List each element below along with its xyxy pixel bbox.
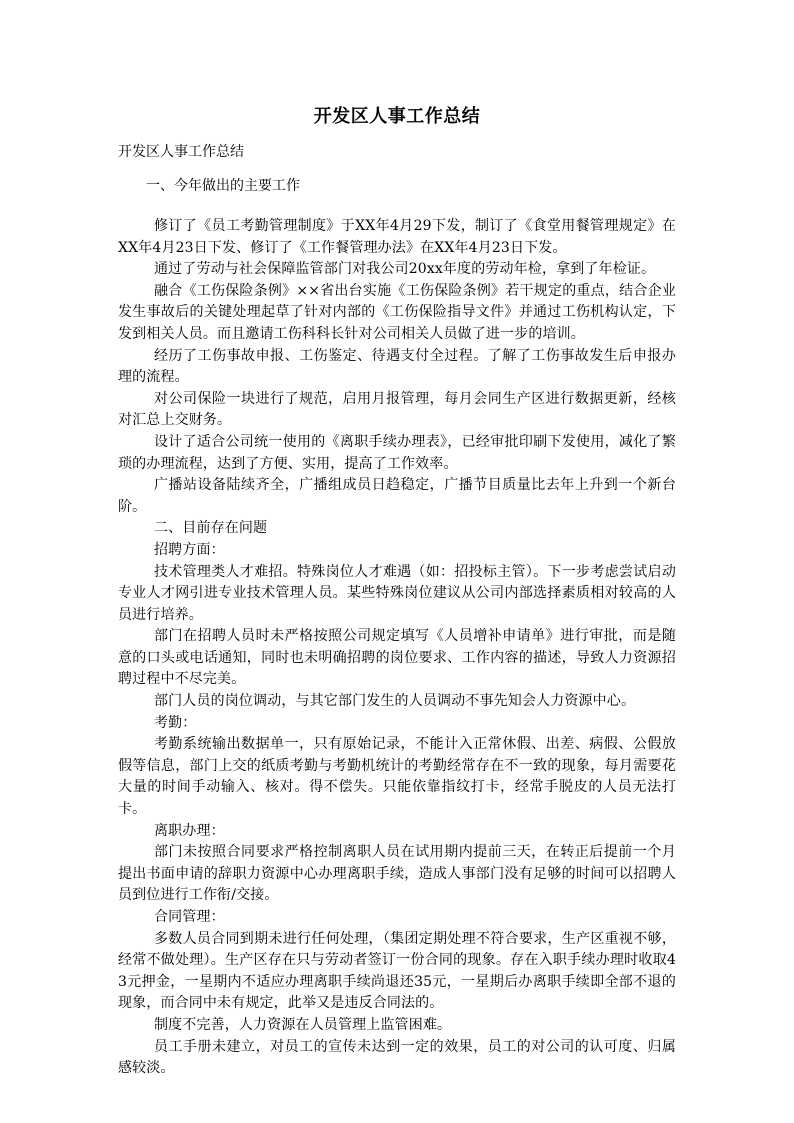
subheading-attendance: 考勤： xyxy=(154,714,197,731)
paragraph: 对公司保险一块进行了规范，启用月报管理，每月会同生产区进行数据更新，经核对汇总上交财务。 xyxy=(118,390,676,429)
document-subtitle: 开发区人事工作总结 xyxy=(118,144,244,160)
section-heading-problems: 二、目前存在问题 xyxy=(154,520,268,537)
paragraph: 经历了工伤事故申报、工伤鉴定、待遇支付全过程。了解了工伤事故发生后申报办理的流程。 xyxy=(118,347,676,386)
paragraph: 修订了《员工考勤管理制度》于XX年4月29下发，制订了《食堂用餐管理规定》在XX年4月23日下发、修订了《工作餐管理办法》在XX年4月23日下发。 xyxy=(118,218,676,256)
paragraph: 部门未按照合同要求严格控制离职人员在试用期内提前三天，在转正后提前一个月提出书面申请的辞职力资源中心办理离职手续，造成人事部门没有足够的时间可以招聘人员到位进行工作衔/交接。 xyxy=(118,844,676,904)
paragraph: 部门在招聘人员时未严格按照公司规定填写《人员增补申请单》进行审批，而是随意的口头或电话通知，同时也未明确招聘的岗位要求、工作内容的描述，导致人力资源招聘过程中不尽完美。 xyxy=(118,628,676,688)
paragraph: 融合《工伤保险条例》××省出台实施《工伤保险条例》若干规定的重点，结合企业发生事故后的关键处理起草了针对内部的《工伤保险指导文件》并通过工伤机构认定，下发到相关人员。而且邀请工伤科科长针对公司相关人员做了进一步的培训。 xyxy=(118,282,676,342)
paragraph: 多数人员合同到期未进行任何处理，（集团定期处理不符合要求，生产区重视不够，经常不做处理）。生产区存在只与劳动者签订一份合同的现象。存在入职手续办理时收取43元押金，一星期内不适应办理离职手续尚退还35元，一星期后办离职手续即全部不退的现象，而合同中未有规定，此举又是违反合同法的。 xyxy=(118,930,676,1012)
paragraph: 制度不完善，人力资源在人员管理上监管困难。 xyxy=(154,1016,452,1033)
paragraph: 广播站设备陆续齐全，广播组成员日趋稳定，广播节目质量比去年上升到一个新台阶。 xyxy=(118,477,676,515)
subheading-contract: 合同管理： xyxy=(154,909,225,925)
paragraph: 通过了劳动与社会保障监管部门对我公司20xx年度的劳动年检，拿到了年检证。 xyxy=(154,261,656,278)
paragraph: 设计了适合公司统一使用的《离职手续办理表》，已经审批印刷下发使用，减化了繁琐的办理流程，达到了方便、实用，提高了工作效率。 xyxy=(118,433,676,472)
paragraph: 员工手册未建立，对员工的宣传未达到一定的效果，员工的对公司的认可度、归属感较淡。 xyxy=(118,1038,676,1077)
section-heading-main-work: 一、今年做出的主要工作 xyxy=(146,178,300,194)
subheading-recruitment: 招聘方面： xyxy=(154,541,225,558)
document-title: 开发区人事工作总结 xyxy=(313,106,481,127)
document-body xyxy=(118,216,676,1080)
paragraph: 技术管理类人才难招。特殊岗位人才难遇（如：招投标主管）。下一步考虑尝试启动专业人才网引进专业技术管理人员。某些特殊岗位建议从公司内部选择素质相对较高的人员进行培养。 xyxy=(118,563,676,623)
paragraph: 考勤系统输出数据单一，只有原始记录，不能计入正常休假、出差、病假、公假放假等信息，部门上交的纸质考勤与考勤机统计的考勤经常存在不一致的现象，每月需要花大量的时间手动输入、核对。得不偿失。只能依靠指纹打卡，经常手脱皮的人员无法打卡。 xyxy=(118,736,676,818)
subheading-resignation: 离职办理： xyxy=(154,822,225,839)
paragraph: 部门人员的岗位调动，与其它部门发生的人员调动不事先知会人力资源中心。 xyxy=(154,693,636,710)
